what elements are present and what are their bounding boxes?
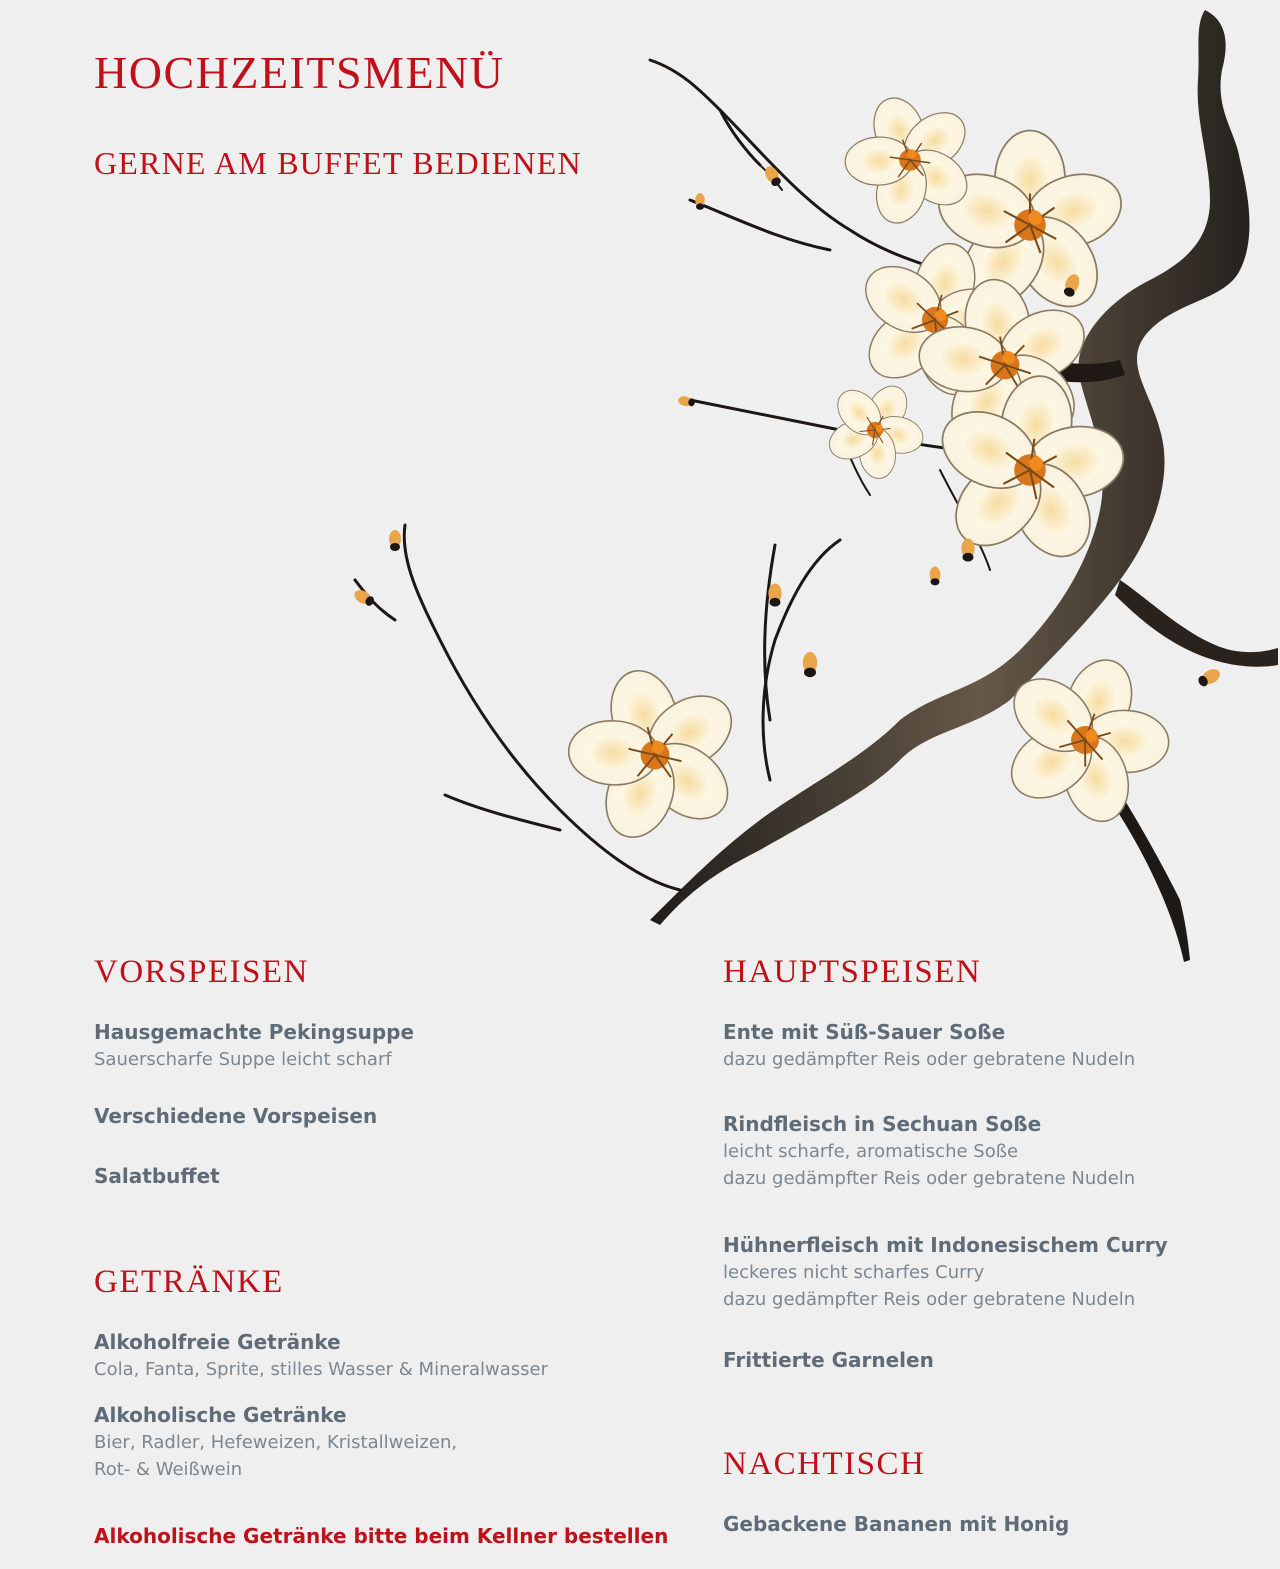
item-name: Rindfleisch in Sechuan Soße <box>723 1112 1042 1136</box>
item-name: Verschiedene Vorspeisen <box>94 1104 378 1128</box>
item-desc: dazu gedämpfter Reis oder gebratene Nudeln <box>723 1289 1136 1310</box>
menu-item <box>94 1162 694 1190</box>
item-name: Salatbuffet <box>94 1164 220 1188</box>
menu-item <box>94 1102 694 1130</box>
section-vorspeisen <box>94 952 694 1262</box>
item-desc: dazu gedämpfter Reis oder gebratene Nudeln <box>723 1049 1136 1070</box>
page-title: HOCHZEITSMENÜ <box>94 47 505 98</box>
section-getraenke <box>94 1262 694 1550</box>
item-desc: Rot- & Weißwein <box>94 1459 243 1480</box>
item-name: Ente mit Süß-Sauer Soße <box>723 1020 1006 1044</box>
menu-item <box>723 1346 1243 1374</box>
section-hauptspeisen <box>723 952 1243 1374</box>
menu-item <box>723 1018 1243 1073</box>
menu-item <box>94 1018 694 1073</box>
item-name: Hausgemachte Pekingsuppe <box>94 1020 415 1044</box>
menu-item <box>723 1110 1243 1192</box>
section-title: NACHTISCH <box>723 1446 926 1482</box>
item-name: Hühnerfleisch mit Indonesischem Curry <box>723 1233 1168 1257</box>
item-desc: Bier, Radler, Hefeweizen, Kristallweizen, <box>94 1432 458 1453</box>
item-name: Frittierte Garnelen <box>723 1348 934 1372</box>
section-title: HAUPTSPEISEN <box>723 954 982 990</box>
section-title: VORSPEISEN <box>94 954 309 990</box>
item-name: Gebackene Bananen mit Honig <box>723 1512 1070 1536</box>
item-desc: Cola, Fanta, Sprite, stilles Wasser & Mineralwasser <box>94 1359 548 1380</box>
item-desc: leckeres nicht scharfes Curry <box>723 1262 985 1283</box>
right-column <box>723 952 1243 1538</box>
item-name: Alkoholische Getränke <box>94 1403 347 1427</box>
menu-item <box>94 1401 694 1483</box>
section-nachtisch <box>723 1444 1243 1538</box>
section-title: GETRÄNKE <box>94 1264 284 1300</box>
item-desc: leicht scharfe, aromatische Soße <box>723 1141 1019 1162</box>
menu-item <box>723 1510 1243 1538</box>
alcohol-order-notice: Alkoholische Getränke bitte beim Kellner bestellen <box>94 1524 669 1548</box>
menu-item <box>94 1328 694 1383</box>
item-desc: Sauerscharfe Suppe leicht scharf <box>94 1049 392 1070</box>
item-name: Alkoholfreie Getränke <box>94 1330 341 1354</box>
left-column <box>94 952 694 1550</box>
page-subtitle: GERNE AM BUFFET BEDIENEN <box>94 145 582 181</box>
menu-item <box>723 1231 1243 1313</box>
item-desc: dazu gedämpfter Reis oder gebratene Nudeln <box>723 1168 1136 1189</box>
